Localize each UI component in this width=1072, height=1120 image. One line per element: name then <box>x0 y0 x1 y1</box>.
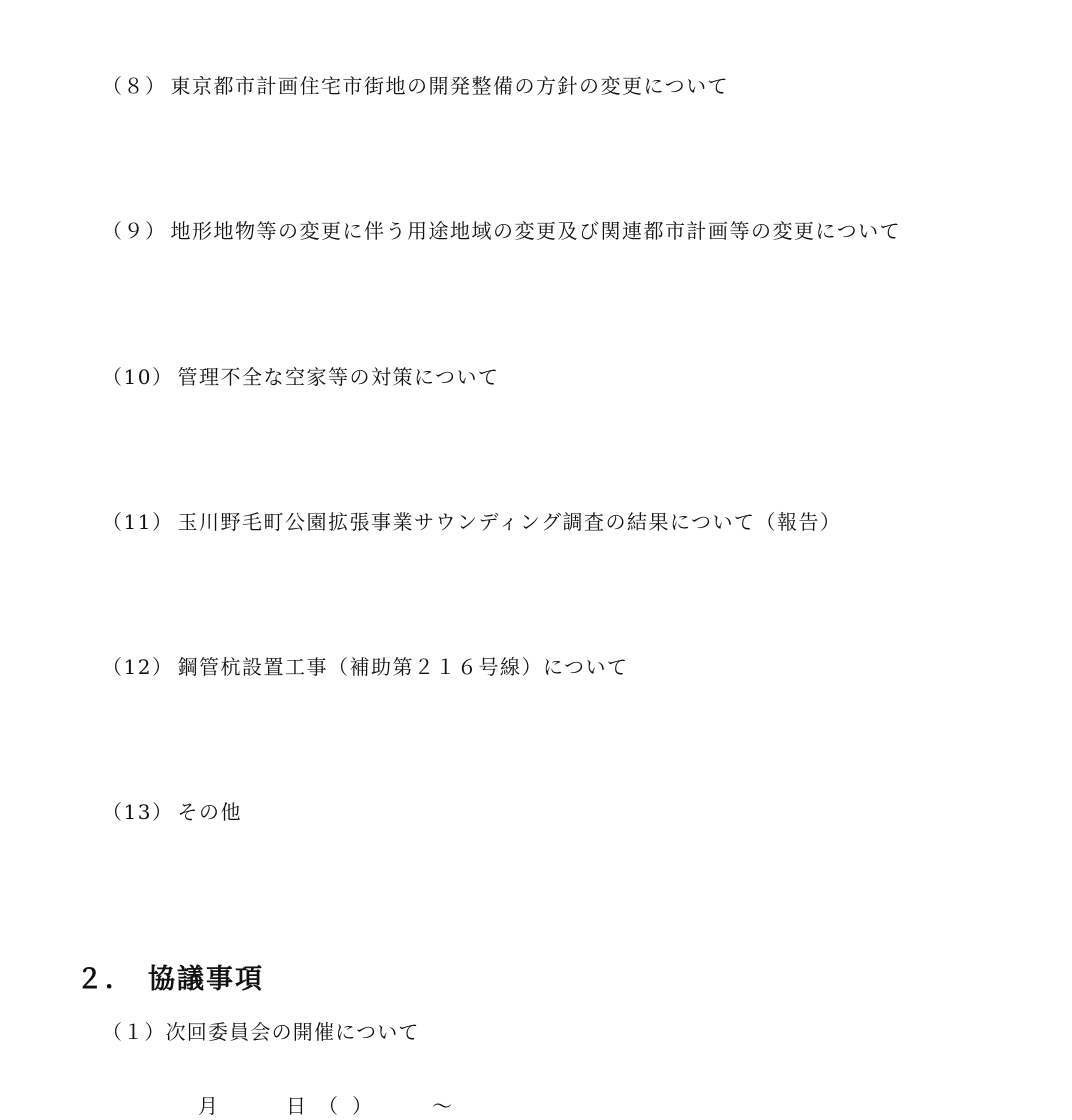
section-number: ２． <box>76 964 134 995</box>
agenda-item-13 <box>102 798 242 826</box>
item-number: （９） <box>102 219 167 243</box>
date-weekday-paren: （） <box>318 1094 386 1118</box>
sub-item-1 <box>102 1018 420 1046</box>
item-text: 玉川野毛町公園拡張事業サウンディング調査の結果について（報告） <box>177 510 842 534</box>
item-number: （11） <box>102 510 174 534</box>
agenda-item-10 <box>102 363 500 391</box>
item-text: 鋼管杭設置工事（補助第２１６号線）について <box>177 655 629 679</box>
sub-item-text: 次回委員会の開催について <box>165 1020 420 1044</box>
date-month-label: 月 <box>198 1094 218 1118</box>
agenda-item-11 <box>102 508 842 536</box>
item-text: 東京都市計画住宅市街地の開発整備の方針の変更について <box>170 74 730 98</box>
sub-item-number: （１） <box>102 1020 166 1044</box>
agenda-item-8 <box>102 72 729 100</box>
item-number: （10） <box>102 365 174 389</box>
item-text: 地形地物等の変更に伴う用途地域の変更及び関連都市計画等の変更について <box>170 219 902 243</box>
item-number: （12） <box>102 655 174 679</box>
agenda-item-12 <box>102 653 629 681</box>
date-line <box>0 1092 1072 1120</box>
item-number: （13） <box>102 800 174 824</box>
section-title: 協議事項 <box>148 964 264 995</box>
item-text: その他 <box>177 800 242 824</box>
date-range-tilde: ～ <box>432 1094 452 1118</box>
item-number: （８） <box>102 74 167 98</box>
section-heading <box>76 962 264 998</box>
date-day-label: 日 <box>286 1094 306 1118</box>
agenda-item-9 <box>102 217 901 245</box>
item-text: 管理不全な空家等の対策について <box>177 365 500 389</box>
